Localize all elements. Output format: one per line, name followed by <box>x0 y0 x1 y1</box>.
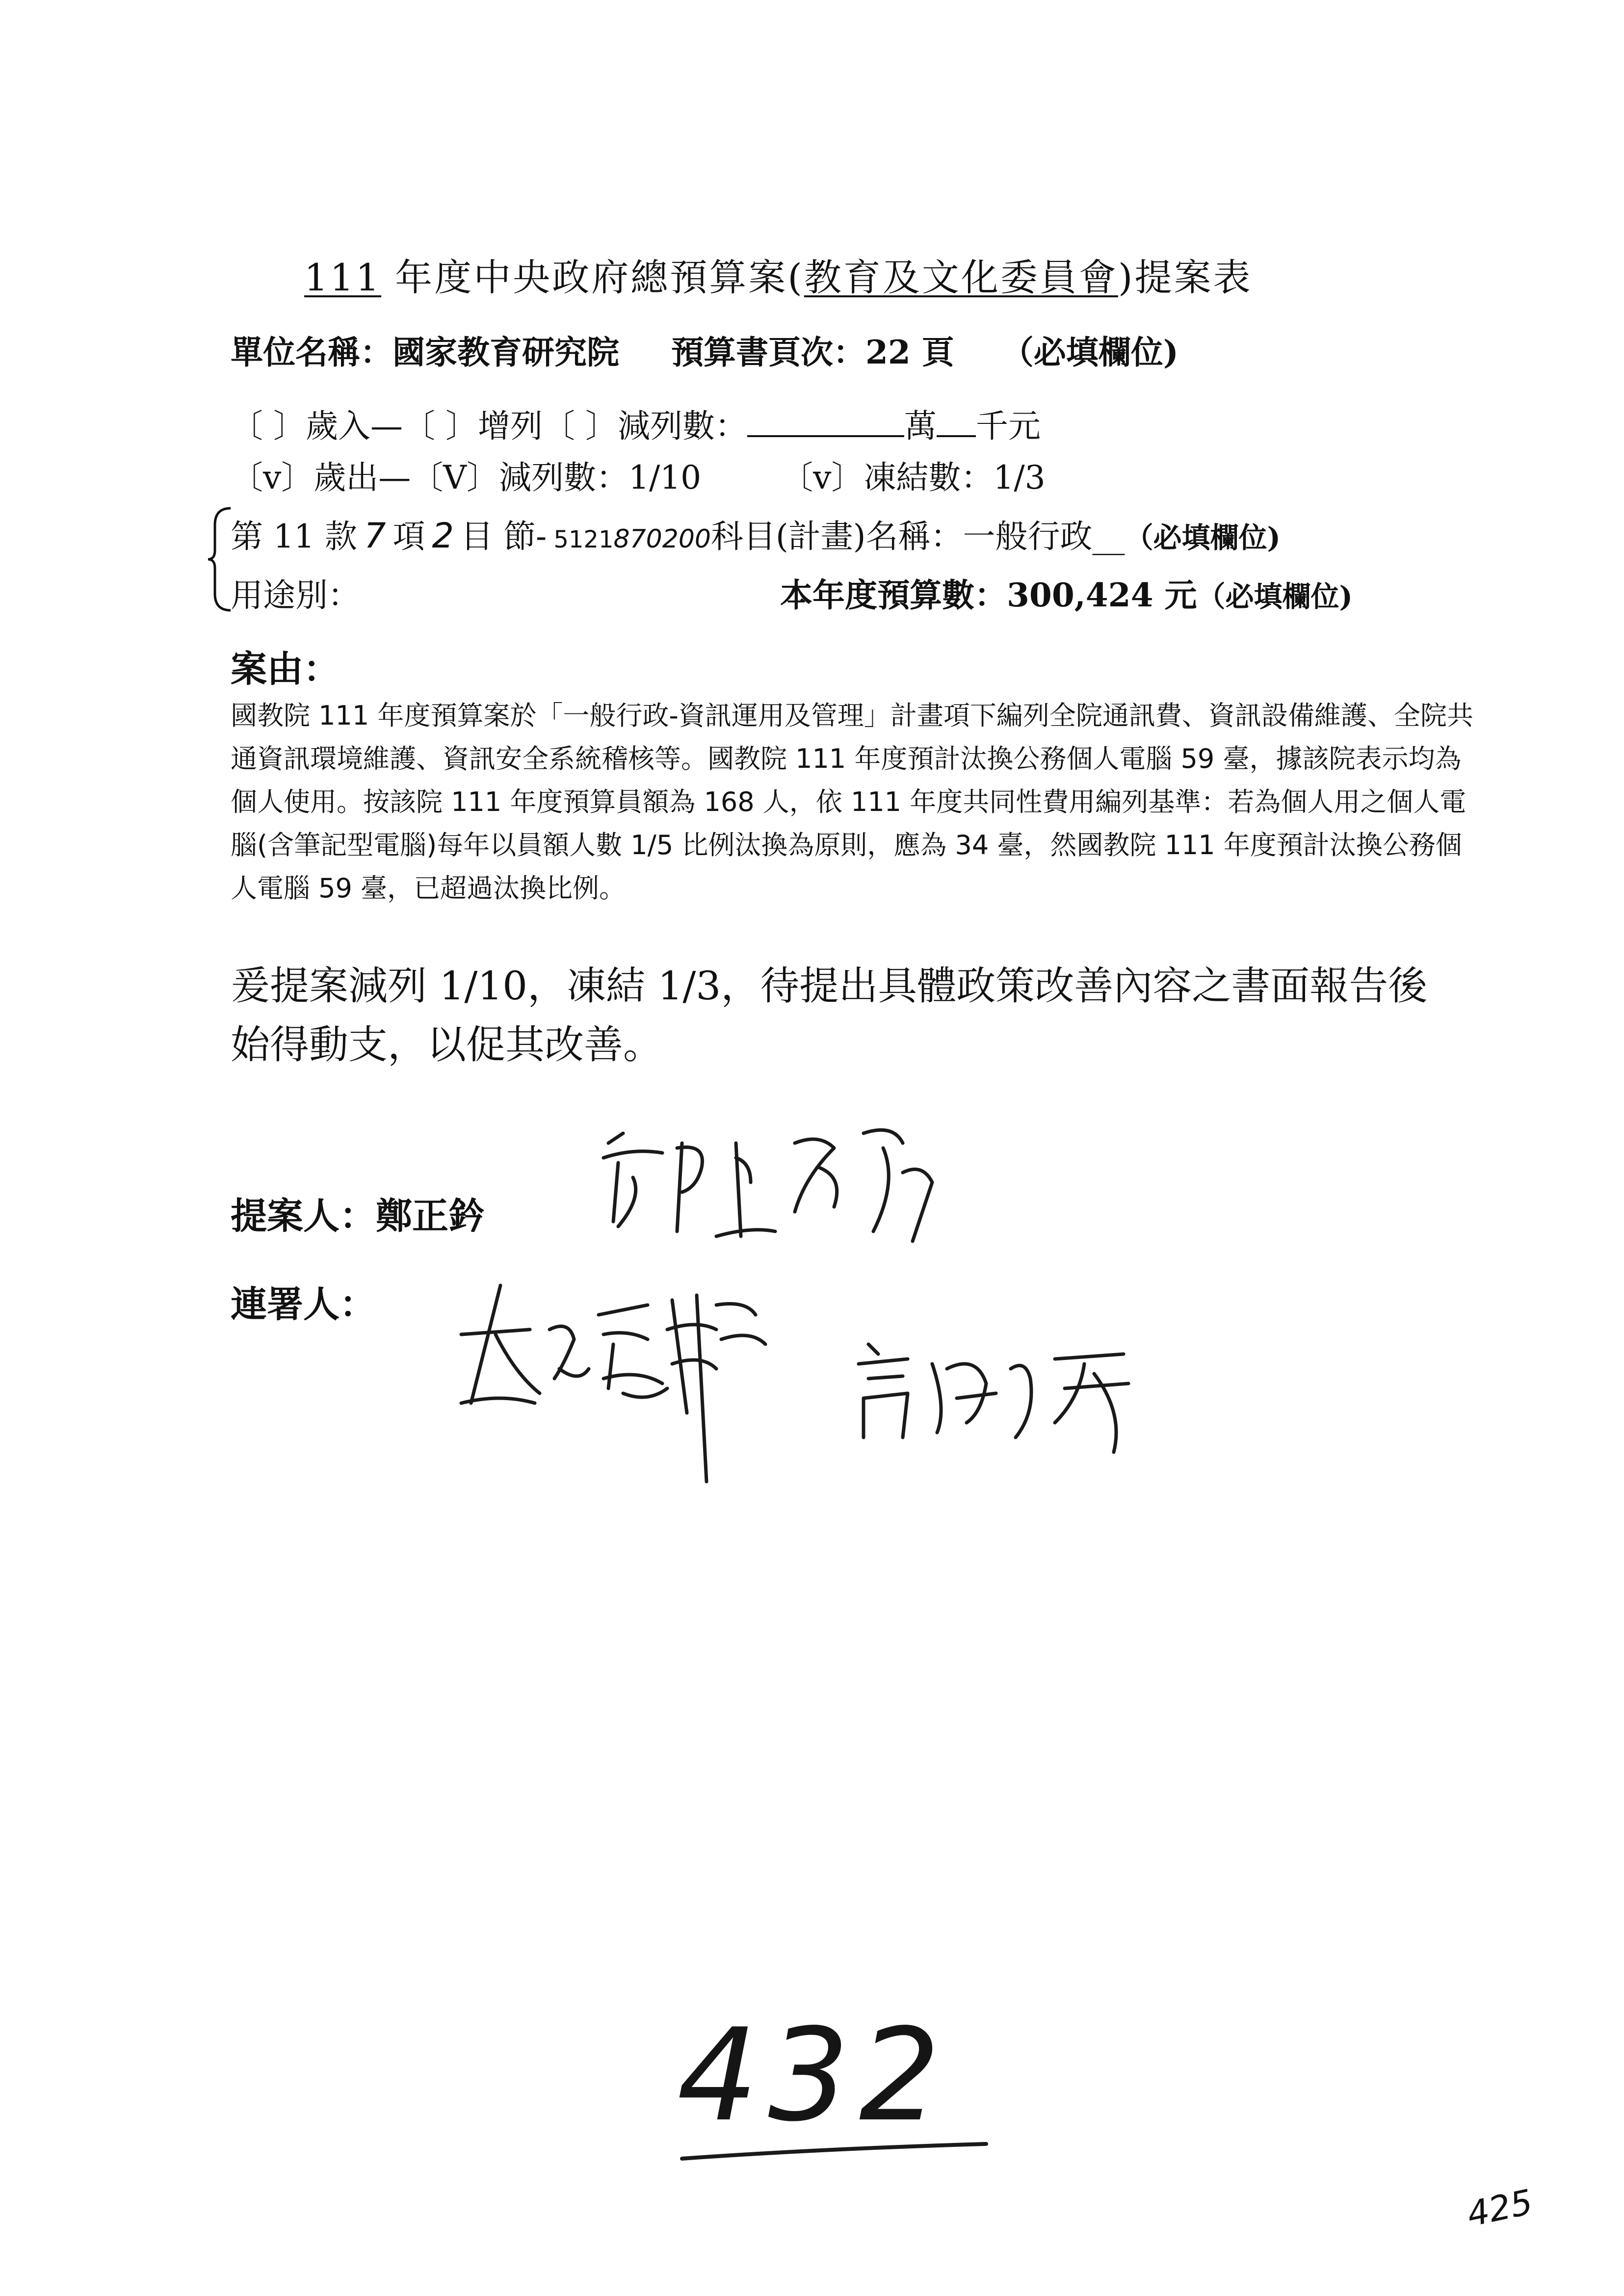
budget-required: （必填欄位) <box>1197 580 1353 613</box>
form-title <box>304 248 1253 301</box>
required-note: （必填欄位) <box>1001 333 1179 371</box>
page-number-underline <box>672 2139 996 2168</box>
item-required: （必填欄位) <box>1125 521 1281 554</box>
proposer-signature <box>589 1114 962 1261</box>
corner-number-hand: 425 <box>1463 2182 1536 2235</box>
proposal-text: 爰提案減列 1/10，凍結 1/3，待提出具體政策改善內容之書面報告後始得動支，以促其改善。 <box>231 963 1428 1068</box>
revenue-label: 〔 〕歲入—〔 〕增列〔 〕減列數： <box>231 407 747 445</box>
freeze-label: 〔v〕凍結數：1/3 <box>781 459 1046 496</box>
reason-heading: 案由： <box>231 648 340 690</box>
usage-label: 用途別： <box>231 576 360 614</box>
item-xiang: 項 <box>393 518 425 555</box>
item-code-print: 5121 <box>553 526 614 553</box>
title-end: )提案表 <box>1118 256 1253 299</box>
item-hand-xiang: 7 <box>364 516 386 556</box>
budget-label: 本年度預算數：300,424 元 <box>780 576 1197 614</box>
reason-text: 國教院 111 年度預算案於「一般行政-資訊運用及管理」計畫項下編列全院通訊費、資訊設備維護、全院共通資訊環境維護、資訊安全系統稽核等。國教院 111 年度預計汰換公務個人電腦 59 臺，據該院表示均為個人使用。按該院 111 年度預算員額為 168 人，依 111 年度共同性費用編列基準：若為個人用之個人電腦(含筆記型電腦)每年以員額人數 1/5 比例汰換為原則，應為 34 臺，然國教院 111 年度預計汰換公務個人電腦 59 臺，已超過汰換比例。 <box>231 700 1473 904</box>
revenue-qian: 千元 <box>975 407 1041 445</box>
title-mid: 年度中央政府總預算案( <box>381 256 804 299</box>
item-code-hand: 870200 <box>613 524 711 554</box>
cosigner-label: 連署人： <box>231 1283 376 1326</box>
item-name: 科目(計畫)名稱：一般行政__ <box>711 518 1125 555</box>
page-number-hand: 432 <box>677 2002 950 2150</box>
revenue-blank-qian <box>937 408 976 437</box>
title-year: 111 <box>304 256 382 299</box>
cosigner-signature-1 <box>442 1256 814 1501</box>
unit-line <box>231 326 1179 373</box>
cosigner-signature-2 <box>849 1325 1153 1462</box>
revenue-wan: 萬 <box>904 407 937 445</box>
title-committee: 教育及文化委員會 <box>804 256 1118 299</box>
expense-line <box>231 451 1046 498</box>
item-line <box>231 510 1281 557</box>
unit-label: 單位名稱：國家教育研究院 <box>231 333 619 371</box>
page-label: 預算書頁次：22 頁 <box>671 333 954 371</box>
revenue-line <box>231 400 1041 446</box>
item-kuan: 第 11 款 <box>231 518 357 555</box>
item-hand-mu: 2 <box>432 516 454 556</box>
revenue-blank-wan <box>747 408 904 437</box>
expense-label: 〔v〕歲出—〔V〕減列數：1/10 <box>231 459 702 496</box>
proposer-label: 提案人：鄭正鈐 <box>231 1195 485 1237</box>
budget-line <box>780 569 1353 616</box>
item-mu: 目 節- <box>461 518 547 555</box>
